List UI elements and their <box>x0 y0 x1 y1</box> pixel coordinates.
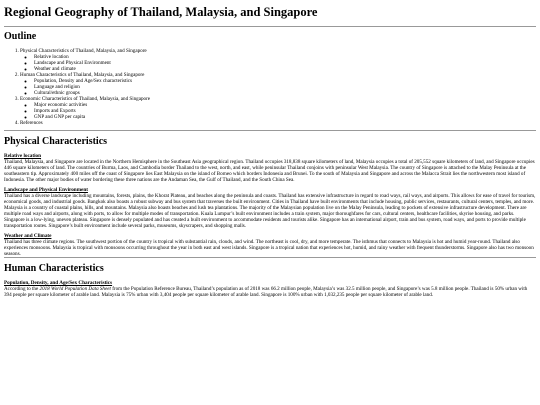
outline-item-references[interactable] <box>20 120 536 126</box>
physical-divider <box>4 257 536 258</box>
outline-subitem-gnp[interactable]: ◦ GNP and GNP per capita <box>34 114 536 120</box>
outline-item-label[interactable]: Human Characteristics of Thailand, Malaysia, and Singapore <box>20 72 145 78</box>
population-text-rest: from the Population Reference Bureau, Thailand’s population as of 2018 was 66.2 million people, Malaysia’s was 32.5 million people, and Singapore’s was 5.8 million people. Thailand is 50% urban with 394 people per square kilometer of arable land. Malaysia is 75% urban with 3,404 people per square kilometer of arable land. Singapore is 100% urban with 1,032,235 people per square kilometer of arable land. <box>4 286 528 298</box>
physical-section <box>4 136 536 257</box>
outline-subitem-relative-location[interactable]: ◦ Relative location <box>34 54 536 60</box>
page-title: Regional Geography of Thailand, Malaysia, and Singapore <box>4 5 318 19</box>
outline-item-label[interactable]: Physical Characteristics of Thailand, Malaysia, and Singapore <box>20 48 147 54</box>
section-heading-human: Human Characteristics <box>4 263 104 274</box>
outline-item-physical[interactable] <box>20 48 536 72</box>
outline-subitem-weather[interactable]: ◦ Weather and climate <box>34 66 536 72</box>
outline-section <box>4 31 536 126</box>
outline-sublist <box>20 102 536 120</box>
title-divider <box>4 26 536 27</box>
outline-subitem-economic-activities[interactable]: ◦ Major economic activities <box>34 102 536 108</box>
outline-sublist <box>20 78 536 96</box>
outline-item-human[interactable] <box>20 72 536 96</box>
outline-sublist <box>20 54 536 72</box>
human-section <box>4 263 536 298</box>
outline-divider <box>4 130 536 131</box>
subsection-title-relative-location: Relative location <box>4 153 42 159</box>
outline-subitem-population[interactable]: ◦ Population, Density and Age/Sex characteristics <box>34 78 536 84</box>
outline-subitem-landscape[interactable]: ◦ Landscape and Physical Environment <box>34 60 536 66</box>
outline-heading: Outline <box>4 31 37 42</box>
outline-subitem-imports-exports[interactable]: ◦ Imports and Exports <box>34 108 536 114</box>
paragraph-relative-location: Thailand, Malaysia, and Singapore are located in the Northern Hemisphere in the Southeast Asia geographical region. Thailand occupies 318,838 square kilometers of land, Malaysia occupies a total of 205,552 square kilometers of land, and Singapore occupies 446 square kilometers of land. The countries of Burma, Laos, and Cambodia border Thailand to the west, north, and east, while peninsular Thailand conjoins with peninsular West Malaysia. The country of Singapore is attached to the Malay Peninsula at the southeastern tip. Approximately 400 miles off the coast of Singapore lies East Malaysia on the island of Borneo which borders Indonesia and Brunei. To the south of Malaysia and Singapore and across the Malacca Strait lies the northwestern most island of Indonesia. The other major bodies of water bordering these three nations are the Andaman Sea, the Gulf of Thailand, and the South China Sea. <box>4 159 535 183</box>
outline-subitem-language[interactable]: ◦ Language and religion <box>34 84 536 90</box>
outline-item-label[interactable]: Economic Characteristics of Thailand, Malaysia, and Singapore <box>20 96 151 102</box>
subsection-title-weather: Weather and Climate <box>4 233 52 239</box>
population-source-title: 2018 World Population Data Sheet <box>39 286 111 292</box>
section-heading-physical: Physical Characteristics <box>4 136 108 147</box>
subsection-title-population: Population, Density, and Age/Sex Characteristics <box>4 280 113 286</box>
paragraph-landscape: Thailand has a diverse landscape including mountains, forests, plains, the Khorat Plateau, and beaches along the peninsula and coasts. Thailand has extensive infrastructure in regard to road ways, rail ways, and airports. This allows for ease of travel for tourism, economical goods, and industrial goods. Bangkok also boasts a robust subway and bus system that traverses the built environment. Cities in Thailand have built environments that include housing, public services, restaurants, cultural centers, temples, and more. Malaysia is a country of coastal plains, hills, and mountains. Malaysia also boasts beaches and lush tea plantations. The majority of the Malaysian population live on the Malay Peninsula, leading to pockets of extensive infrastructure development. There are multiple road ways and airports, along with ports, to allow for multiple modes of transportation. Kuala Lumpur’s built environment includes a train system, major thoroughfares for cars, cultural centers, healthcare facilities, skyrise housing, and parks. Singapore is a low-lying, uneven plateau. Singapore is densely populated and has created a built environment to accommodate residents and tourists alike. Singapore has an international airport, train and bus system, road ways, and ports to provide multiple transportation routes. Singapore’s built environment include several parks, museums, skyscrapers, and shopping malls. <box>4 193 536 229</box>
outline-item-label[interactable]: References <box>20 120 43 126</box>
outline-list <box>4 48 536 126</box>
subsection-title-landscape: Landscape and Physical Environment <box>4 187 88 193</box>
population-text-start: According to the <box>4 286 40 292</box>
outline-item-economic[interactable] <box>20 96 536 120</box>
paragraph-population <box>4 286 536 298</box>
outline-subitem-cultural[interactable]: ◦ Cultural/ethnic groups <box>34 90 536 96</box>
paragraph-weather: Thailand has three climate regions. The southwest portion of the country is tropical with substantial rain, clouds, and wind. The northeast is cool, dry, and more temperate. The isthmus that connects to Malaysia is hot and humid year-round. Thailand also experiences monsoons. Malaysia is tropical with monsoons occurring throughout the year in both east and west islands. Singapore is a tropical nation that experiences hot, humid, and rainy weather with frequent thunderstorms. Singapore also has two monsoon seasons. <box>4 239 534 257</box>
